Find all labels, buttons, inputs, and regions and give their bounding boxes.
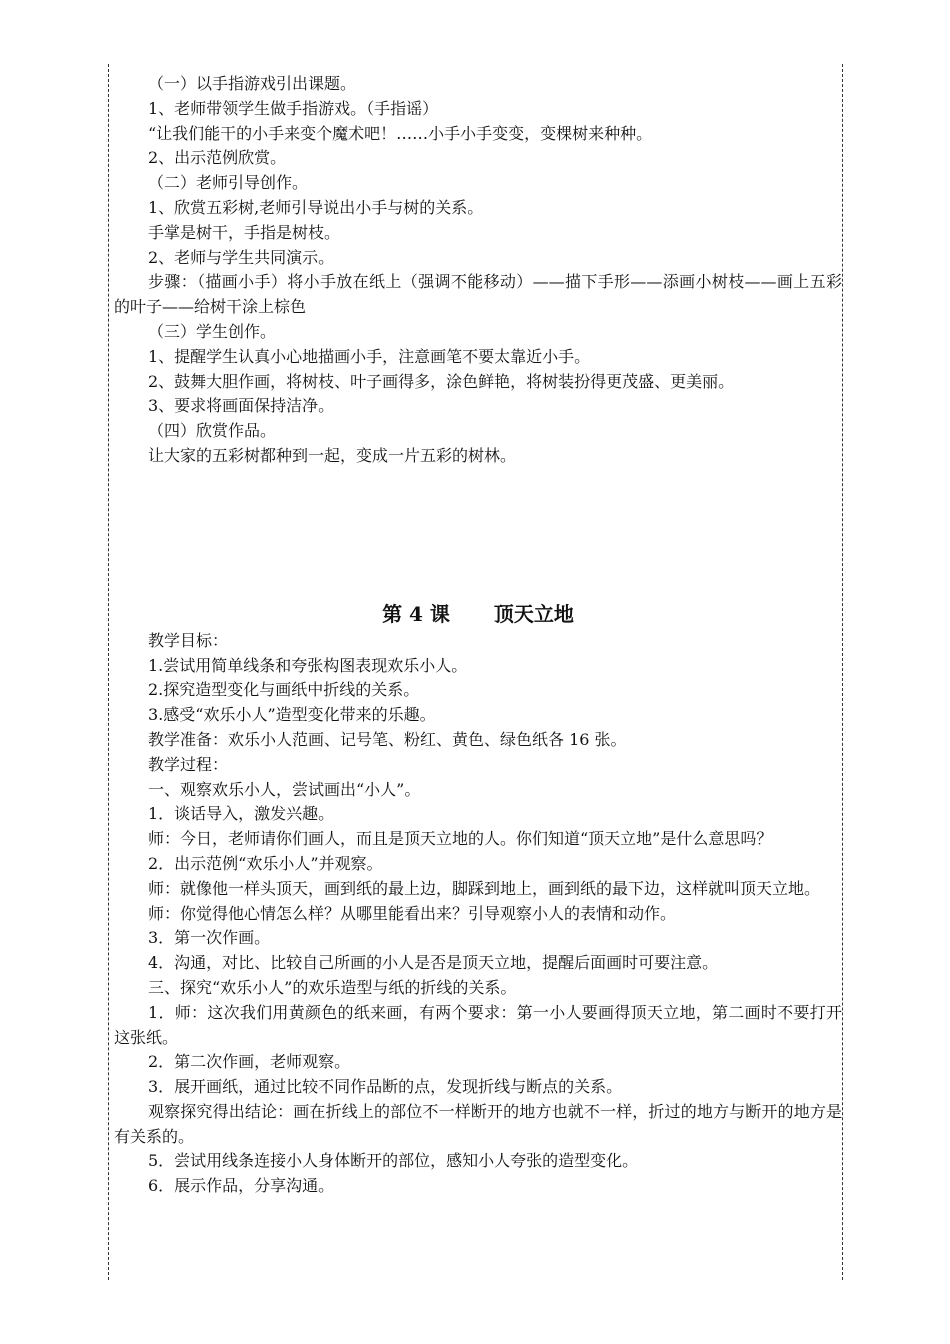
text-line: 1．谈话导入，激发兴趣。 [148, 804, 335, 824]
text-line: 1、欣赏五彩树,老师引导说出小手与树的关系。 [148, 197, 484, 217]
text-line: 三、探究“欢乐小人”的欢乐造型与纸的折线的关系。 [148, 977, 517, 997]
text-line: 教学目标： [148, 630, 229, 650]
text-line: 5．尝试用线条连接小人身体断开的部位，感知小人夸张的造型变化。 [148, 1151, 639, 1171]
text-line: 2．出示范例“欢乐小人”并观察。 [148, 853, 383, 873]
text-line: 2、老师与学生共同演示。 [148, 247, 335, 267]
text-line: 2．第二次作画，老师观察。 [148, 1052, 351, 1072]
steps-paragraph: 步骤：（描画小手）将小手放在纸上（强调不能移动）——描下手形——添画小树枝——画上五彩的叶子——给树干涂上棕色 [114, 272, 842, 317]
text-line: 2、鼓舞大胆作画，将树枝、叶子画得多，涂色鲜艳，将树装扮得更茂盛、更美丽。 [148, 371, 735, 391]
teacher-paragraph: 师：今日，老师请你们画人，而且是顶天立地的人。你们知道“顶天立地”是什么意思吗？ [148, 829, 773, 849]
text-line: 师：你觉得他心情怎么样？从哪里能看出来？引导观察小人的表情和动作。 [148, 903, 677, 923]
text-line: 1、提醒学生认真小心地描画小手，注意画笔不要太靠近小手。 [148, 346, 591, 366]
text-line: 3．展开画纸，通过比较不同作品断的点，发现折线与断点的关系。 [148, 1077, 623, 1097]
text-line: 2.探究造型变化与画纸中折线的关系。 [148, 680, 420, 700]
lesson-title [114, 599, 842, 629]
text-line: （三）学生创作。 [148, 321, 277, 341]
text-line: （二）老师引导创作。 [148, 173, 309, 193]
teacher-paragraph: 1．师：这次我们用黄颜色的纸来画，有两个要求：第一小人要画得顶天立地，第二画时不要打开这张纸。 [114, 1002, 842, 1047]
text-line: 手掌是树干，手指是树枝。 [148, 222, 341, 242]
text-line: 3.感受“欢乐小人”造型变化带来的乐趣。 [148, 705, 436, 725]
right-dashed-border [842, 64, 843, 1280]
teacher-paragraph: 师：就像他一样头顶天，画到纸的最上边，脚踩到地上，画到纸的最下边，这样就叫顶天立地。 [148, 878, 821, 898]
text-line: 3．第一次作画。 [148, 928, 271, 948]
text-line: 2、出示范例欣赏。 [148, 148, 287, 168]
text-line: “让我们能干的小手来变个魔术吧！……小手小手变变，变棵树来种种。 [148, 123, 653, 143]
text-line: 教学准备：欢乐小人范画、记号笔、粉红、黄色、绿色纸各 16 张。 [148, 729, 627, 749]
text-line: 1、老师带领学生做手指游戏。（手指谣） [148, 98, 439, 118]
document-body [114, 72, 842, 1199]
lesson-number: 第 4 课 [382, 601, 450, 626]
text-line: 4．沟通，对比、比较自己所画的小人是否是顶天立地，提醒后面画时可要注意。 [148, 953, 719, 973]
left-dashed-border [108, 64, 109, 1280]
section-gap [114, 469, 842, 599]
text-line: 教学过程： [148, 754, 229, 774]
text-line: 3、要求将画面保持洁净。 [148, 396, 335, 416]
text-line: （四）欣赏作品。 [148, 421, 277, 441]
lesson-name: 顶天立地 [493, 601, 574, 626]
text-line: 1.尝试用简单线条和夸张构图表现欢乐小人。 [148, 655, 468, 675]
conclusion-paragraph: 观察探究得出结论：画在折线上的部位不一样断开的地方也就不一样，折过的地方与断开的地方是有关系的。 [114, 1101, 842, 1146]
text-line: 6．展示作品，分享沟通。 [148, 1176, 335, 1196]
text-line: （一）以手指游戏引出课题。 [148, 74, 357, 93]
text-line: 一、观察欢乐小人，尝试画出“小人”。 [148, 779, 421, 799]
text-line: 让大家的五彩树都种到一起，变成一片五彩的树林。 [148, 445, 517, 465]
